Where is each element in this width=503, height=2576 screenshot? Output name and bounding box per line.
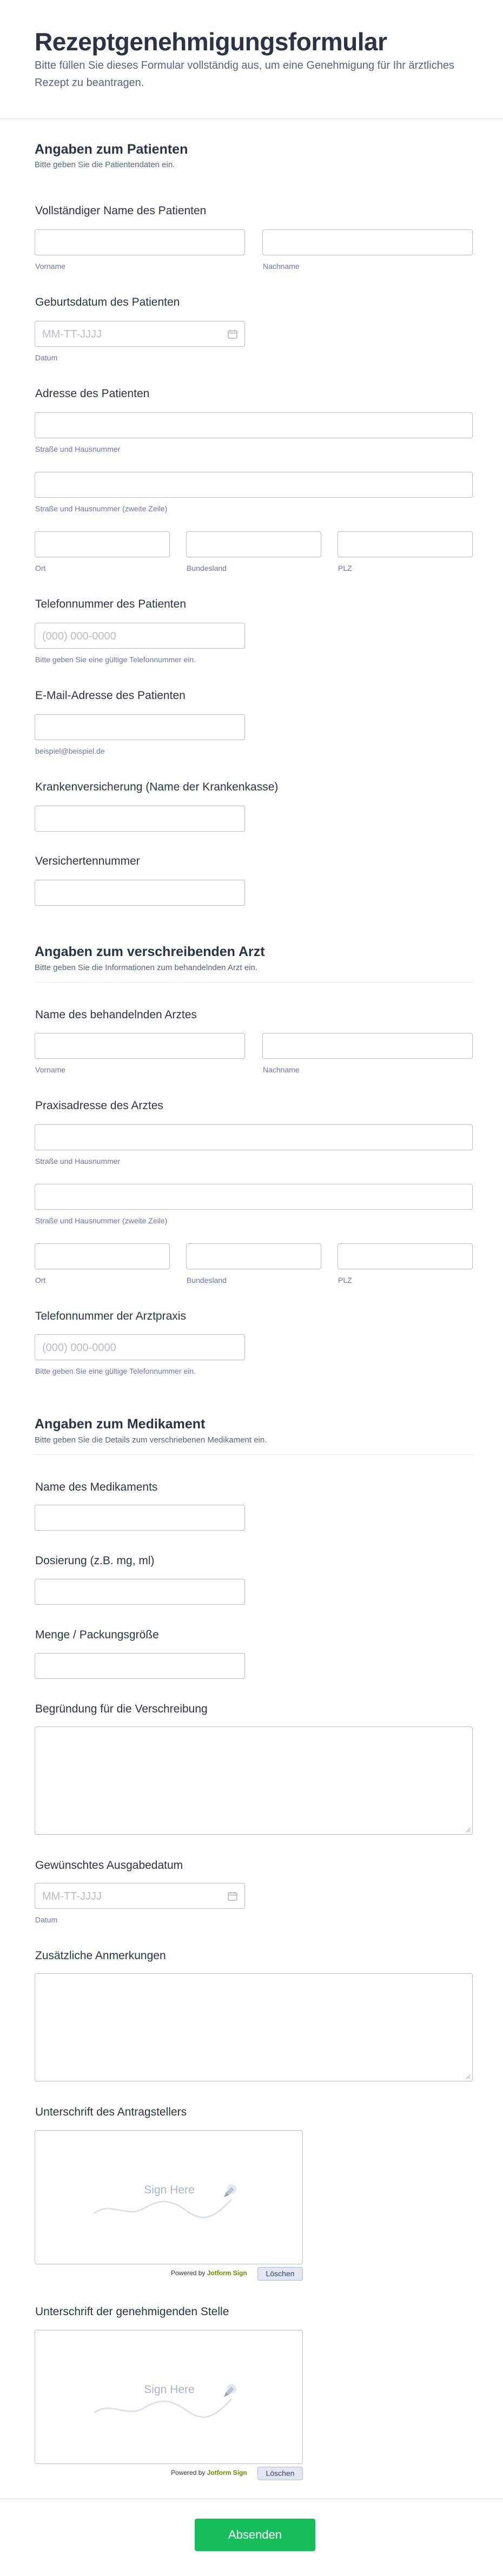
doctor-phone-label: Telefonnummer der Arztpraxis: [35, 1310, 186, 1322]
patient-city-sublabel: Ort: [35, 564, 46, 572]
calendar-icon[interactable]: [228, 330, 237, 339]
doctor-street-sublabel: Straße und Hausnummer: [35, 1157, 121, 1165]
medication-quantity-label: Menge / Packungsgröße: [35, 1629, 159, 1641]
patient-dob-input[interactable]: [35, 321, 245, 347]
doctor-state-input[interactable]: [186, 1243, 321, 1269]
authority-signature-pad[interactable]: [35, 2330, 303, 2464]
patient-email-label: E-Mail-Adresse des Patienten: [35, 689, 186, 702]
patient-first-name-sublabel: Vorname: [35, 262, 66, 271]
patient-state-input[interactable]: [186, 531, 321, 557]
doctor-first-name-input[interactable]: [35, 1033, 245, 1059]
medication-date-placeholder: MM-TT-JJJJ: [42, 1890, 102, 1902]
powered-by-text: Powered by: [171, 2269, 206, 2277]
medication-date-label: Gewünschtes Ausgabedatum: [35, 1859, 183, 1872]
medication-name-label: Name des Medikaments: [35, 1481, 158, 1493]
jotform-sign-brand: Jotform Sign: [207, 2469, 247, 2476]
authority-powered-by: [171, 2469, 247, 2476]
medication-date-input[interactable]: [35, 1883, 245, 1909]
patient-zip-input[interactable]: [337, 531, 473, 557]
doctor-phone-input[interactable]: [35, 1334, 245, 1360]
applicant-sign-here-text: Sign Here: [144, 2184, 195, 2196]
medication-date-sublabel: Datum: [35, 1915, 58, 1924]
doctor-section-heading: Angaben zum verschreibenden Arzt: [35, 944, 265, 959]
patient-last-name-sublabel: Nachname: [263, 262, 300, 271]
authority-clear-button[interactable]: Löschen: [257, 2467, 303, 2480]
pen-icon: [221, 2382, 238, 2400]
form-subtitle: Bitte füllen Sie dieses Formular vollständig aus, um eine Genehmigung für Ihr ärztliches Rezept zu beantragen.: [35, 60, 454, 89]
medication-notes-label: Zusätzliche Anmerkungen: [35, 1949, 166, 1962]
doctor-city-input[interactable]: [35, 1243, 170, 1269]
patient-street-input[interactable]: [35, 412, 473, 438]
resize-grip-icon[interactable]: [465, 1827, 471, 1833]
applicant-signature-pad[interactable]: [35, 2130, 303, 2264]
jotform-sign-brand: Jotform Sign: [207, 2269, 247, 2277]
form-header: [0, 0, 503, 119]
medication-quantity-input[interactable]: [35, 1653, 245, 1679]
medication-reason-textarea[interactable]: [35, 1727, 473, 1835]
patient-street2-input[interactable]: [35, 472, 473, 498]
patient-dob-label: Geburtsdatum des Patienten: [35, 296, 180, 308]
patient-dob-placeholder: MM-TT-JJJJ: [42, 328, 102, 340]
patient-insurance-label: Krankenversicherung (Name der Krankenkasse): [35, 781, 279, 793]
patient-section-subheading: Bitte geben Sie die Patientendaten ein.: [35, 160, 175, 169]
form-title: Rezeptgenehmigungsformular: [35, 28, 387, 56]
applicant-signature-label: Unterschrift des Antragstellers: [35, 2106, 187, 2118]
doctor-street-input[interactable]: [35, 1124, 473, 1150]
patient-name-label: Vollständiger Name des Patienten: [35, 205, 207, 217]
doctor-zip-sublabel: PLZ: [338, 1276, 352, 1284]
patient-last-name-input[interactable]: [262, 229, 473, 255]
patient-street-sublabel: Straße und Hausnummer: [35, 445, 121, 453]
doctor-section-subheading: Bitte geben Sie die Informationen zum behandelnden Arzt ein.: [35, 963, 257, 972]
patient-zip-sublabel: PLZ: [338, 564, 352, 572]
medication-reason-label: Begründung für die Verschreibung: [35, 1703, 208, 1715]
patient-phone-sublabel: Bitte geben Sie eine gültige Telefonnummer ein.: [35, 655, 196, 664]
applicant-powered-by: [171, 2269, 247, 2277]
patient-address-label: Adresse des Patienten: [35, 387, 150, 400]
patient-email-input[interactable]: [35, 714, 245, 740]
powered-by-text: Powered by: [171, 2469, 206, 2476]
medication-dosage-label: Dosierung (z.B. mg, ml): [35, 1554, 155, 1567]
submit-button[interactable]: Absenden: [195, 2519, 315, 2551]
medication-section-subheading: Bitte geben Sie die Details zum verschriebenen Medikament ein.: [35, 1435, 267, 1445]
doctor-street2-input[interactable]: [35, 1184, 473, 1210]
patient-street2-sublabel: Straße und Hausnummer (zweite Zeile): [35, 504, 168, 513]
patient-first-name-input[interactable]: [35, 229, 245, 255]
doctor-name-label: Name des behandelnden Arztes: [35, 1009, 197, 1021]
pen-icon: [221, 2183, 238, 2200]
patient-insured-number-input[interactable]: [35, 880, 245, 906]
patient-insurance-input[interactable]: [35, 806, 245, 832]
doctor-first-name-sublabel: Vorname: [35, 1065, 66, 1074]
medication-section-divider: [35, 1454, 473, 1455]
patient-city-input[interactable]: [35, 531, 170, 557]
medication-name-input[interactable]: [35, 1505, 245, 1531]
doctor-phone-sublabel: Bitte geben Sie eine gültige Telefonnummer ein.: [35, 1367, 196, 1375]
doctor-address-label: Praxisadresse des Arztes: [35, 1099, 163, 1112]
resize-grip-icon[interactable]: [465, 2074, 471, 2079]
doctor-section-divider: [35, 982, 473, 983]
doctor-street2-sublabel: Straße und Hausnummer (zweite Zeile): [35, 1216, 168, 1225]
medication-notes-textarea[interactable]: [35, 1973, 473, 2081]
authority-sign-here-text: Sign Here: [144, 2383, 195, 2396]
doctor-phone-placeholder: (000) 000-0000: [42, 1342, 116, 1354]
patient-phone-input[interactable]: [35, 623, 245, 649]
medication-dosage-input[interactable]: [35, 1579, 245, 1605]
applicant-clear-button[interactable]: Löschen: [257, 2267, 303, 2281]
patient-state-sublabel: Bundesland: [187, 564, 227, 572]
patient-dob-sublabel: Datum: [35, 353, 58, 362]
patient-phone-label: Telefonnummer des Patienten: [35, 598, 186, 610]
calendar-icon[interactable]: [228, 1892, 237, 1901]
doctor-last-name-input[interactable]: [262, 1033, 473, 1059]
patient-email-sublabel: beispiel@beispiel.de: [35, 747, 105, 755]
doctor-zip-input[interactable]: [337, 1243, 473, 1269]
doctor-last-name-sublabel: Nachname: [263, 1065, 300, 1074]
doctor-city-sublabel: Ort: [35, 1276, 46, 1284]
authority-signature-label: Unterschrift der genehmigenden Stelle: [35, 2305, 229, 2318]
patient-section-heading: Angaben zum Patienten: [35, 142, 188, 157]
patient-phone-placeholder: (000) 000-0000: [42, 630, 116, 642]
patient-insured-number-label: Versichertennummer: [35, 855, 140, 867]
doctor-state-sublabel: Bundesland: [187, 1276, 227, 1284]
medication-section-heading: Angaben zum Medikament: [35, 1417, 206, 1432]
